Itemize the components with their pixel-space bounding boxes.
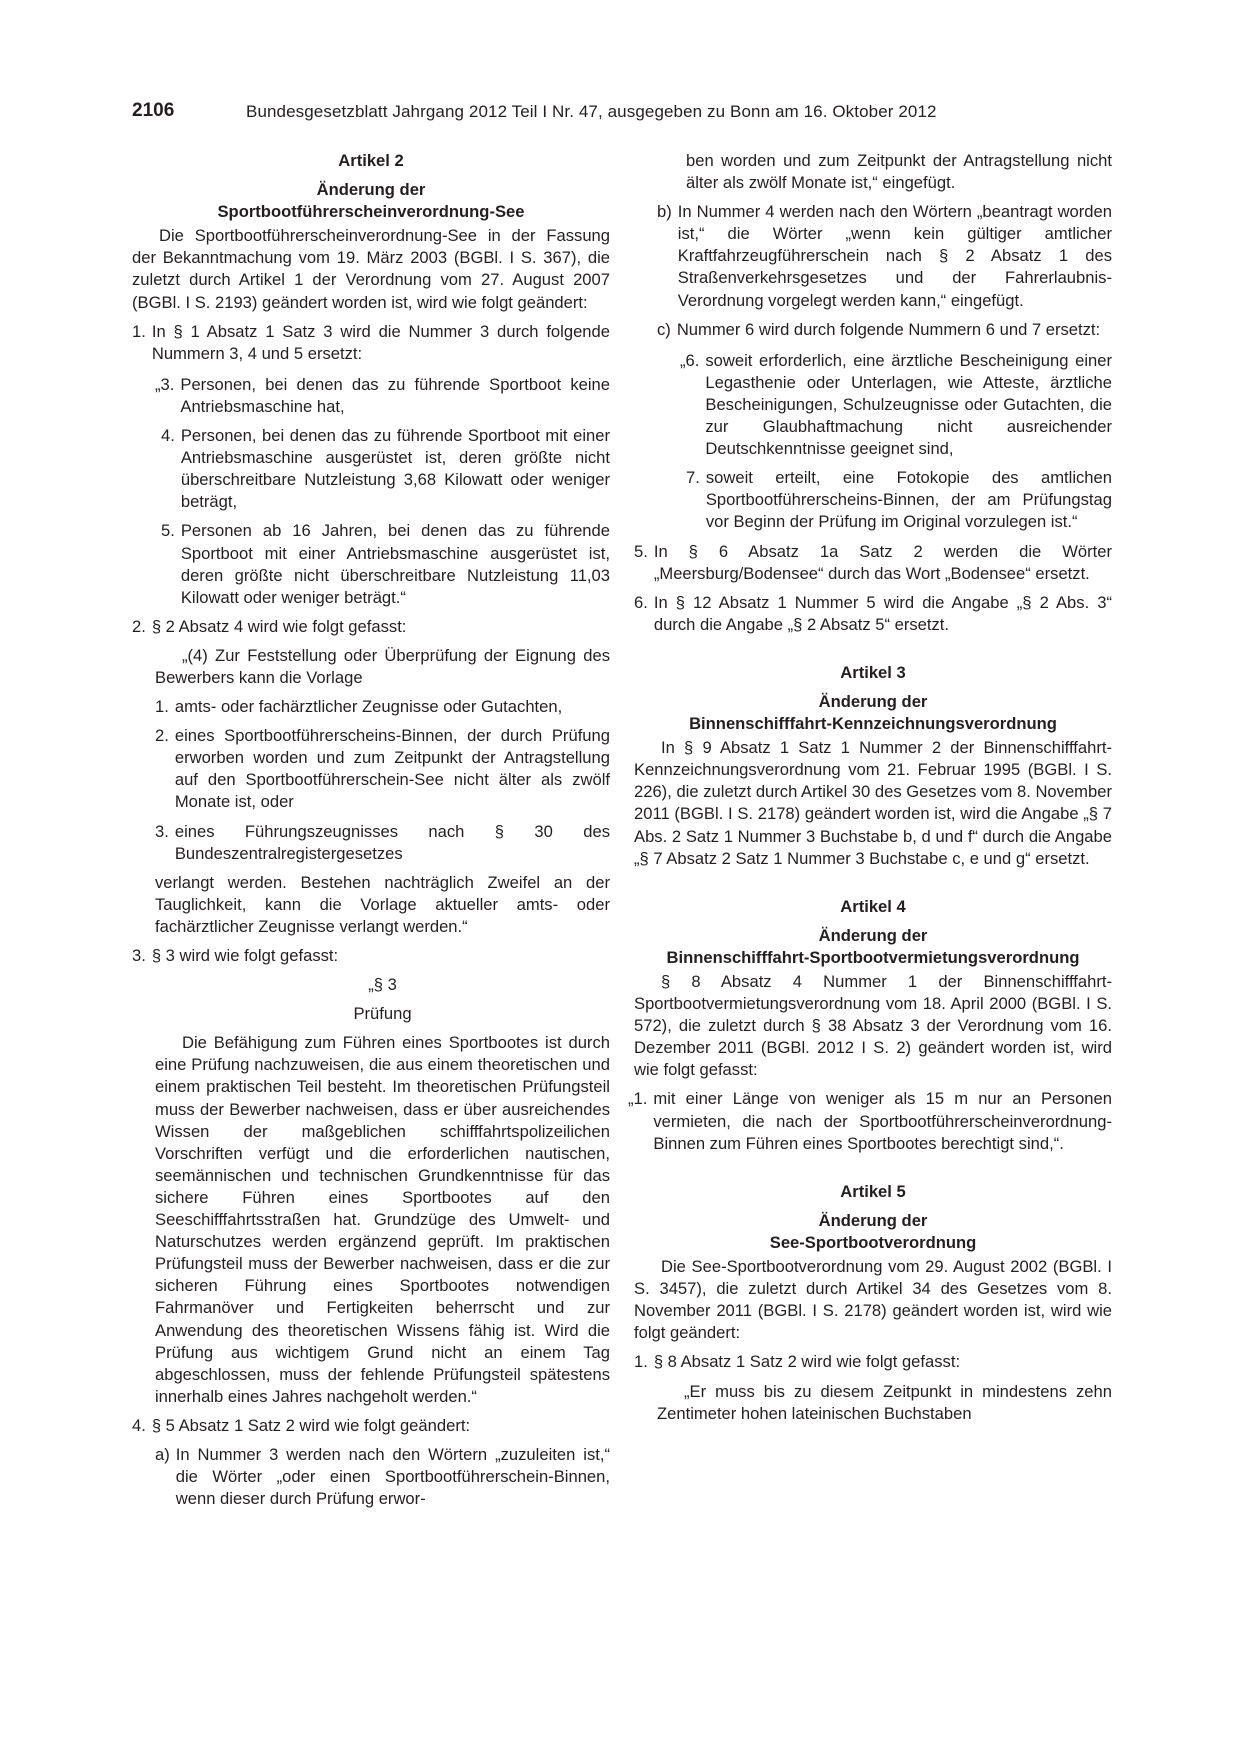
quoted-paragraph: „Er muss bis zu diesem Zeitpunkt in mindestens zehn Zentimeter hohen lateinischen Buchstaben [657,1381,1112,1423]
paragraph-heading: Prüfung [353,1004,412,1024]
item-number: 2. [155,726,169,746]
article-2-intro: Die Sportbootführerscheinverordnung-See in der Fassung der Bekanntmachung vom 19. März 2003 (BGBl. I S. 367), die zuletzt durch Artikel 1 der Verordnung vom 27. August 2007 (BGBl. I S. 2193) geändert worden ist, wird wie folgt geändert: [132,226,610,312]
item-number: 3. [155,821,169,841]
item-text: In § 12 Absatz 1 Nummer 5 wird die Angabe „§ 2 Abs. 3“ durch die Angabe „§ 2 Absatz 5“ ersetzt. [653,592,1112,634]
item-number: 6. [634,592,648,612]
item-number: „6. [680,350,700,370]
quoted-item [686,467,1112,533]
right-column [628,150,1112,1425]
list-item [634,541,1112,585]
quoted-item [680,350,1112,460]
item-text: mit einer Länge von weniger als 15 m nur an Personen vermieten, die nach der Sportbootführerscheinverordnung-Binnen zum Führen eines Sportbootes berechtigt sind,“. [653,1089,1112,1153]
article-3-body: In § 9 Absatz 1 Satz 1 Nummer 2 der Binnenschifffahrt-Kennzeichnungsverordnung vom 21. Februar 1995 (BGBl. I S. 226), die zuletzt durch Artikel 30 des Gesetzes vom 8. November 2011 (BGBl. I S. 2178) geändert worden ist, wird die Angabe „§ 7 Abs. 2 Satz 1 Nummer 3 Buchstabe b, d und f“ durch die Angabe „§ 7 Absatz 2 Satz 1 Nummer 3 Buchstabe c, e und g“ ersetzt. [634,738,1112,868]
running-title: Bundesgesetzblatt Jahrgang 2012 Teil I Nr. 47, ausgegeben zu Bonn am 16. Oktober 2012 [246,102,937,121]
item-text: § 5 Absatz 1 Satz 2 wird wie folgt geändert: [151,1415,471,1435]
article-5-body: Die See-Sportbootverordnung vom 29. August 2002 (BGBl. I S. 3457), die zuletzt durch Artikel 34 des Gesetzes vom 8. November 2011 (BGBl. I S. 2178) geändert worden ist, wird wie folgt geändert: [634,1257,1112,1343]
article-4-title: Artikel 4 [840,896,906,916]
article-5-subtitle-2: See-Sportbootverordnung [769,1232,977,1252]
article-5-title: Artikel 5 [840,1181,906,1201]
item-text: Personen ab 16 Jahren, bei denen das zu führende Sportboot mit einer Antriebsmaschine ausgerüstet ist, deren größte nicht überschreitbare Nutzleistung 11,03 Kilowatt oder weniger beträgt.“ [180,521,610,607]
quoted-item [155,374,610,418]
item-number: „1. [628,1089,648,1109]
item-text: eines Sportbootführerscheins-Binnen, der durch Prüfung erworben worden und zum Zeitpunkt der Antragstellung auf den Sportbootführerschein-See nicht älter als zwölf Monate ist, oder [174,726,610,812]
item-letter: a) [155,1444,170,1464]
item-text: amts- oder fachärztlicher Zeugnisse oder Gutachten, [174,697,563,717]
article-5-heading [634,1181,1112,1254]
article-5-subtitle-1: Änderung der [818,1210,928,1230]
quoted-item [155,696,610,718]
quoted-item [155,725,610,813]
list-item [132,616,610,638]
article-3-subtitle-2: Binnenschifffahrt-Kennzeichnungsverordnung [689,714,1057,734]
item-number: 7. [686,468,700,488]
item-text: In Nummer 4 werden nach den Wörtern „beantragt worden ist,“ die Wörter „wenn kein gültiger amtlicher Kraftfahrzeugführerschein nach § 2 Absatz 1 des Straßenverkehrsgesetzes und der Fahrerlaubnis-Verordnung vorgelegt werden kann,“ eingefügt. [677,202,1112,310]
article-4-subtitle-1: Änderung der [818,925,928,945]
article-3-heading [634,662,1112,735]
item-text: Nummer 6 wird durch folgende Nummern 6 und 7 ersetzt: [676,319,1101,339]
quoted-paragraph-end: verlangt werden. Bestehen nachträglich Zweifel an der Tauglichkeit, kann die Vorlage aktueller amts- oder fachärztlicher Zeugnisse verlangt werden.“ [155,872,610,936]
list-item [634,592,1112,636]
page-header [132,100,1110,126]
article-4-heading [634,896,1112,969]
quoted-item [628,1088,1112,1154]
sub-item [155,1444,610,1510]
article-4-body: § 8 Absatz 4 Nummer 1 der Binnenschifffahrt-Sportbootvermietungsverordnung vom 18. April 2000 (BGBl. I S. 572), die zuletzt durch § 38 Absatz 3 der Verordnung vom 16. Dezember 2011 (BGBl. 2012 I S. 2) geändert worden ist, wird wie folgt gefasst: [634,972,1112,1080]
item-number: 4. [132,1415,146,1435]
item-text: § 3 wird wie folgt gefasst: [151,946,339,965]
item-number: 3. [132,946,146,965]
quoted-item [155,821,610,865]
item-number: 4. [161,426,175,446]
item-number: 5. [161,521,175,541]
item-text: In Nummer 3 werden nach den Wörtern „zuzuleiten ist,“ die Wörter „oder einen Sportbootführerschein-Binnen, wenn dieser durch Prüfung erwor- [175,1444,610,1509]
article-3-subtitle-1: Änderung der [818,691,928,711]
item-number: 5. [634,541,648,561]
list-item [132,945,610,967]
page-number: 2106 [132,100,175,121]
continued-text: ben worden und zum Zeitpunkt der Antragstellung nicht älter als zwölf Monate ist,“ eingefügt. [686,151,1112,193]
item-number: 1. [155,697,169,717]
list-item [132,321,610,365]
list-item [634,1351,1112,1373]
article-2-heading [132,150,610,223]
item-text: Personen, bei denen das zu führende Sportboot keine Antriebsmaschine hat, [180,374,610,416]
paragraph-body: Die Befähigung zum Führen eines Sportbootes ist durch eine Prüfung nachzuweisen, die aus einem theoretischen und einem praktischen Teil besteht. Im theoretischen Prüfungsteil muss der Bewerber nachweisen, dass er über ausreichendes Wissen der maßgeblichen schifffahrtspolizeilichen Vorschriften verfügt und die erforderlichen nautischen, seemännischen und technischen Grundkenntnisse für das sichere Führen eines Sportbootes auf den Seeschifffahrtsstraßen hat. Grundzüge des Umwelt- und Naturschutzes werden ergänzend geprüft. Im praktischen Prüfungsteil muss der Bewerber nachweisen, dass er die zur sicheren Führung eines Sportbootes notwendigen Fahrmanöver und Fertigkeiten beherrscht und zur Anwendung des theoretischen Wissens fähig ist. Wird die Prüfung aus wichtigem Grund nicht an einem Tag abgeschlossen, muss der fehlende Prüfungsteil spätestens innerhalb eines Jahres nachgeholt werden.“ [155,1033,610,1406]
item-text: Personen, bei denen das zu führende Sportboot mit einer Antriebsmaschine ausgerüstet ist, deren größte nicht überschreitbare Nutzleistung 3,68 Kilowatt oder weniger beträgt, [180,426,610,512]
item-text: In § 1 Absatz 1 Satz 3 wird die Nummer 3 durch folgende Nummern 3, 4 und 5 ersetzt: [151,321,610,363]
item-number: 1. [634,1352,648,1372]
article-2-subtitle-1: Änderung der [316,180,426,200]
sub-item [657,201,1112,311]
item-text: § 2 Absatz 4 wird wie folgt gefasst: [151,616,407,636]
left-column [132,150,610,1510]
article-4-subtitle-2: Binnenschifffahrt-Sportbootvermietungsverordnung [666,947,1080,967]
paragraph-number: „§ 3 [368,975,397,995]
article-2-subtitle-2: Sportbootführerscheinverordnung-See [217,202,525,222]
list-item [132,1415,610,1437]
quoted-item [161,520,610,608]
item-text: soweit erteilt, eine Fotokopie des amtlichen Sportbootführerscheins-Binnen, der am Prüfungstag vor Beginn der Prüfung im Original vorzulegen ist.“ [705,468,1112,532]
quoted-item [161,425,610,513]
item-text: soweit erforderlich, eine ärztliche Bescheinigung einer Legasthenie oder Unterlagen, wie Atteste, ärztliche Bescheinigungen, Schulzeugnisse oder Gutachten, die zur Glaubhaftmachung nicht ausreichender Deutschkenntnisse geeignet sind, [705,350,1112,459]
quoted-paragraph: „(4) Zur Feststellung oder Überprüfung der Eignung des Bewerbers kann die Vorlage [155,645,610,687]
item-text: In § 6 Absatz 1a Satz 2 werden die Wörter „Meersburg/Bodensee“ durch das Wort „Bodensee“ ersetzt. [653,541,1112,583]
item-number: „3. [155,374,175,394]
item-text: § 8 Absatz 1 Satz 2 wird wie folgt gefasst: [653,1352,961,1372]
item-number: 2. [132,616,146,636]
item-text: eines Führungszeugnisses nach § 30 des Bundeszentralregistergesetzes [174,821,610,863]
item-number: 1. [132,321,146,341]
article-2-title: Artikel 2 [338,151,404,170]
article-3-title: Artikel 3 [840,662,906,682]
item-letter: c) [657,319,671,339]
item-letter: b) [657,202,672,222]
sub-item [657,319,1112,341]
